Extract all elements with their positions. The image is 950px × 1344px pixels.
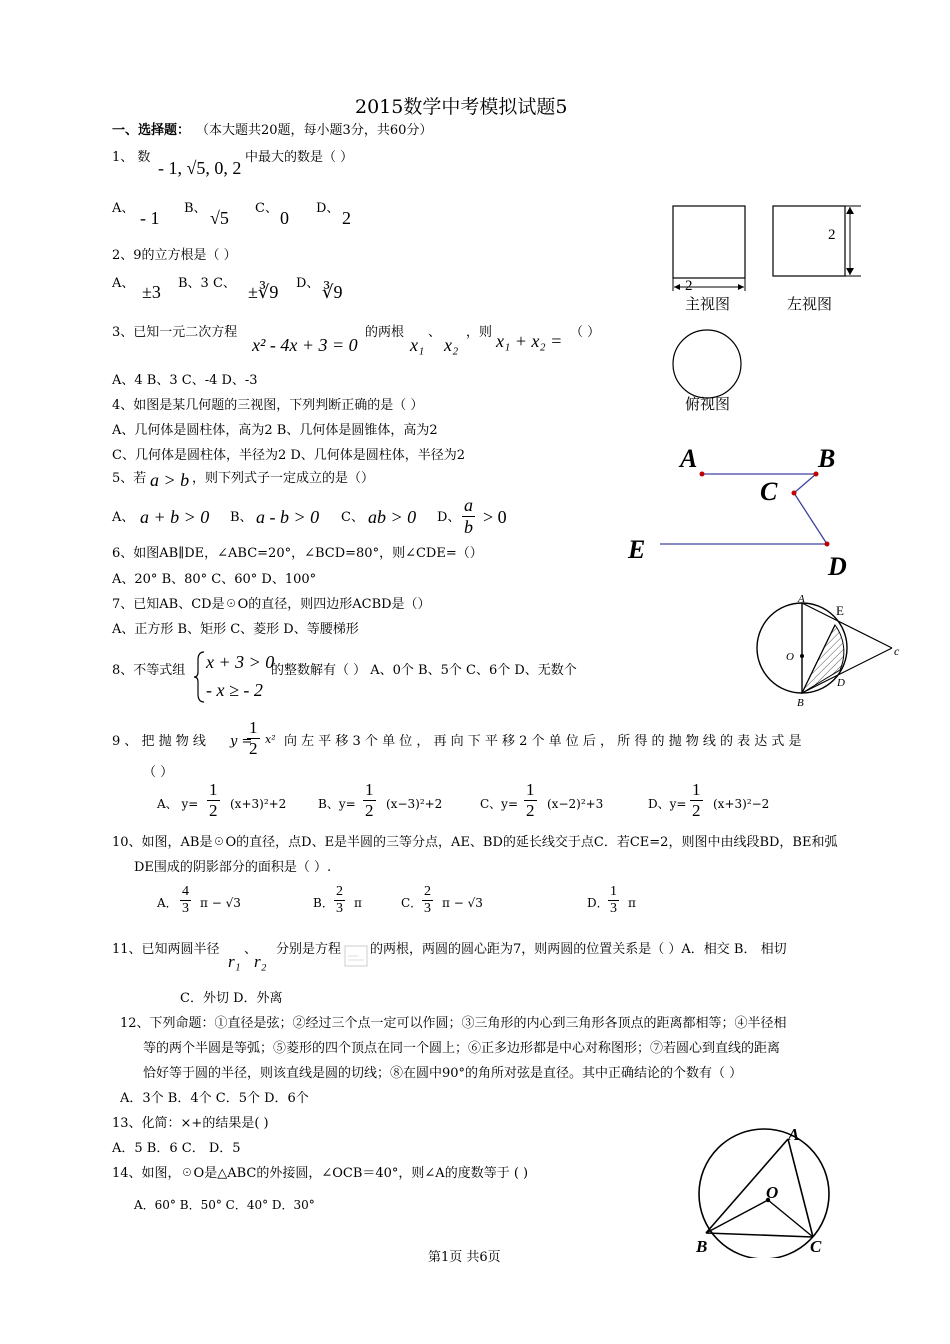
section-heading: 一、选择题：	[112, 123, 191, 138]
front-view-label: 主视图	[685, 297, 731, 313]
q10-frac-c-num: 2	[424, 884, 431, 899]
q3-x1: x₁	[410, 335, 425, 355]
q10-tail-d: π	[628, 896, 636, 910]
q5-val-b: a - b > 0	[256, 507, 320, 527]
q10-line-2: DE围成的阴影部分的面积是（ ）.	[134, 860, 332, 875]
page-title: 2015数学中考模拟试题5	[355, 96, 568, 118]
q9-tail-c: (x−2)²+3	[547, 797, 604, 811]
q9-frac-c-num: 1	[526, 780, 535, 799]
q10-frac-b	[334, 884, 345, 917]
q12-line-1: 12、下列命题：①直径是弦；②经过三个点一定可以作圆；③三角形的内心到三角形各顶点的距离都相等；④半径相	[120, 1016, 787, 1031]
q11-sep: 、	[244, 942, 258, 957]
q7-stem: 7、已知AB、CD是☉O的直径，则四边形ACBD是（）	[112, 597, 431, 612]
q14-stem: 14、如图，☉O是△ABC的外接圆，∠OCB＝40°，则∠A的度数等于 ( )	[112, 1166, 529, 1181]
q1-opt-c: C、	[255, 201, 278, 216]
q10-frac-b-den: 3	[336, 901, 343, 916]
q10-opt-b: B．	[313, 896, 334, 910]
q5-val-a: a + b > 0	[140, 507, 210, 527]
fig14-b-label: B	[696, 1237, 708, 1256]
q9-half-den: 2	[249, 739, 258, 758]
q10-frac-c-den: 3	[424, 901, 431, 916]
q5-opt-a: A、	[112, 510, 135, 525]
q5-condition: a > b	[150, 470, 190, 490]
parallel-lines-figure	[620, 440, 870, 580]
q8-stem: 8、不等式组	[112, 663, 186, 678]
q10-tail-a: π − √3	[200, 896, 241, 910]
q3-equation: x² - 4x + 3 = 0	[252, 335, 358, 355]
q12-line-3: 恰好等于圆的半径，则该直线是圆的切线；⑧在圆中90°的角所对弦是直径。其中正确结论的个数有（ ）	[143, 1066, 743, 1081]
q9-frac-b-den: 2	[365, 801, 374, 820]
q13-stem: 13、化简：×+的结果是( )	[112, 1116, 269, 1131]
q1-val-d: 2	[342, 208, 351, 228]
point-a-label: A	[680, 444, 698, 473]
q2-val-a: ±3	[142, 282, 161, 302]
q1-val-b: √5	[210, 208, 229, 228]
q9-frac-a-num: 1	[209, 780, 218, 799]
q3-x2: x₂	[444, 335, 459, 355]
q3-options: A、4 B、3 C、-4 D、-3	[112, 373, 258, 388]
q3-sep: 、	[428, 325, 442, 340]
fig10-e-label: E	[836, 603, 844, 618]
q3-stem-b: 的两根	[365, 325, 405, 340]
fig10-o-label: O	[786, 651, 794, 663]
q10-tail-c: π − √3	[442, 896, 483, 910]
q1-stem-b: 中最大的数是（ ）	[245, 150, 354, 165]
q1-val-a: - 1	[140, 208, 160, 228]
q10-opt-c: C．	[401, 896, 423, 910]
q13-options: A．5 B．6 C． D．5	[112, 1141, 241, 1156]
point-d-label: D	[828, 552, 847, 580]
q10-opt-a: A．	[157, 896, 178, 910]
q2-val-d: ∛9	[322, 282, 343, 302]
q9-x2: x²	[265, 733, 276, 746]
q4-stem: 4、如图是某几何题的三视图，下列判断正确的是（ ）	[112, 398, 424, 413]
q9-stem-b: 向 左 平 移 3 个 单 位 ， 再 向 下 平 移 2 个 单 位 后 ， 所 得 的 抛 物 线 的 表 达 式 是	[284, 734, 802, 749]
q1-stem: 1、 数	[112, 150, 151, 165]
q5-stem: 5、若	[112, 471, 147, 486]
q8-brace	[192, 650, 206, 704]
q4-options-2: C、几何体是圆柱体，半径为2 D、几何体是圆柱体，半径为2	[112, 448, 466, 463]
q3-paren: （ ）	[570, 325, 601, 340]
q10-frac-a	[180, 884, 191, 917]
q9-frac-a	[207, 780, 220, 821]
q9-frac-c	[524, 780, 537, 821]
fig10-c-label: c	[894, 644, 900, 658]
q10-frac-a-num: 4	[182, 884, 189, 899]
q11-r1: r₁	[228, 952, 241, 971]
front-view-dimension: 2	[685, 278, 693, 294]
q9-paren: （ ）	[143, 765, 174, 780]
q10-frac-a-den: 3	[182, 901, 189, 916]
top-view-label: 俯视图	[685, 397, 731, 413]
side-view-label: 左视图	[787, 297, 833, 313]
q5-opt-d: D、	[437, 510, 461, 525]
q11-equation-image	[344, 944, 370, 970]
q10-frac-b-num: 2	[336, 884, 343, 899]
page-footer: 第1页 共6页	[428, 1250, 501, 1265]
q10-frac-d-den: 3	[610, 901, 617, 916]
q11-stem-c: 的两根，两圆的圆心距为7，则两圆的位置关系是（ ）A．相交 B． 相切	[370, 942, 787, 957]
q6-stem: 6、如图AB∥DE，∠ABC=20°，∠BCD=80°，则∠CDE=（）	[112, 546, 483, 561]
q5-fraction	[462, 495, 475, 538]
q10-line-1: 10、如图，AB是☉O的直径，点D、E是半圆的三等分点，AE、BD的延长线交于点C．若CE=2，则图中由线段BD，BE和弧	[112, 835, 838, 850]
q2-stem: 2、9的立方根是（ ）	[112, 248, 237, 263]
q14-options: A．60° B．50° C．40° D．30°	[134, 1198, 315, 1212]
q3-sum: x₁ + x₂ =	[496, 331, 563, 351]
q5-frac-den: b	[464, 517, 473, 537]
q3-stem: 3、已知一元二次方程	[112, 325, 238, 340]
q9-tail-b: (x−3)²+2	[386, 797, 443, 811]
fig14-c-label: C	[810, 1237, 822, 1256]
q1-opt-d: D、	[316, 201, 340, 216]
q5-opt-b: B、	[230, 510, 253, 525]
q10-frac-d	[608, 884, 619, 917]
q9-frac-d-num: 1	[692, 780, 701, 799]
q9-frac-b	[363, 780, 376, 821]
fig10-d-label: D	[837, 677, 845, 689]
semicircle-figure	[752, 592, 912, 712]
q11-stem: 11、已知两圆半径	[112, 942, 220, 957]
point-b-label: B	[818, 444, 836, 473]
q9-frac-b-num: 1	[365, 780, 374, 799]
q8-ineq-1: x + 3 > 0	[206, 652, 275, 672]
q2-opt-a: A、	[112, 276, 135, 291]
q4-options-1: A、几何体是圆柱体，高为2 B、几何体是圆锥体，高为2	[112, 423, 438, 438]
q5-opt-c: C、	[341, 510, 364, 525]
q1-opt-a: A、	[112, 201, 135, 216]
q9-opt-c: C、y=	[480, 797, 519, 811]
side-view-dimension: 2	[828, 227, 836, 243]
q9-y: y =	[230, 734, 253, 749]
q5-val-d: > 0	[483, 507, 507, 527]
point-c-label: C	[760, 477, 778, 506]
q9-frac-a-den: 2	[209, 801, 218, 820]
q9-stem: 9 、 把 抛 物 线	[112, 734, 206, 749]
q9-frac-d-den: 2	[692, 801, 701, 820]
q10-opt-d: D．	[587, 896, 609, 910]
q9-tail-a: (x+3)²+2	[230, 797, 287, 811]
q9-opt-b: B、y=	[318, 797, 356, 811]
q1-val-c: 0	[280, 208, 289, 228]
q5-stem-b: ，则下列式子一定成立的是（）	[192, 471, 375, 486]
fig10-a-label: A	[798, 593, 805, 605]
q9-half	[247, 718, 260, 759]
q5-frac-num: a	[464, 495, 473, 515]
q9-half-num: 1	[249, 718, 258, 737]
q9-opt-a: A、 y=	[157, 797, 199, 811]
q12-line-2: 等的两个半圆是等弧；⑤菱形的四个顶点在同一个圆上；⑥正多边形都是中心对称图形；⑦若圆心到直线的距离	[143, 1041, 781, 1056]
q7-options: A、正方形 B、矩形 C、菱形 D、等腰梯形	[112, 622, 359, 637]
q1-expr: - 1, √5, 0, 2	[158, 158, 242, 178]
q11-options: C．外切 D．外离	[180, 991, 283, 1006]
q3-stem-c: ，则	[466, 325, 493, 340]
q6-options: A、20° B、80° C、60° D、100°	[112, 572, 317, 587]
fig10-b-label: B	[797, 697, 804, 709]
q9-frac-c-den: 2	[526, 801, 535, 820]
q9-tail-d: (x+3)²−2	[713, 797, 770, 811]
section-note: （本大题共20题，每小题3分，共60分）	[196, 123, 433, 138]
fig14-o-label: O	[766, 1183, 779, 1202]
q11-stem-b: 分别是方程	[276, 942, 342, 957]
q10-frac-c	[422, 884, 433, 917]
q2-opt-bc: B、3 C、	[178, 276, 236, 291]
q11-r2: r₂	[254, 952, 267, 971]
three-views-figure	[665, 198, 870, 418]
point-e-label: E	[628, 535, 646, 564]
q9-opt-d: D、y=	[648, 797, 687, 811]
fig14-a-label: A	[788, 1125, 800, 1144]
q5-val-c: ab > 0	[368, 507, 417, 527]
q12-options: A．3个 B．4个 C．5个 D．6个	[120, 1091, 309, 1106]
q8-ineq-2: - x ≥ - 2	[206, 680, 263, 700]
circumcircle-figure	[692, 1122, 842, 1258]
q2-val-c: ±∛9	[248, 282, 279, 302]
q10-frac-d-num: 1	[610, 884, 617, 899]
q10-tail-b: π	[354, 896, 362, 910]
q8-stem-b: 的整数解有（ ） A、0个 B、5个 C、6个 D、无数个	[271, 663, 577, 678]
q9-frac-d	[690, 780, 703, 821]
q2-opt-d: D、	[296, 276, 320, 291]
q1-opt-b: B、	[184, 201, 207, 216]
